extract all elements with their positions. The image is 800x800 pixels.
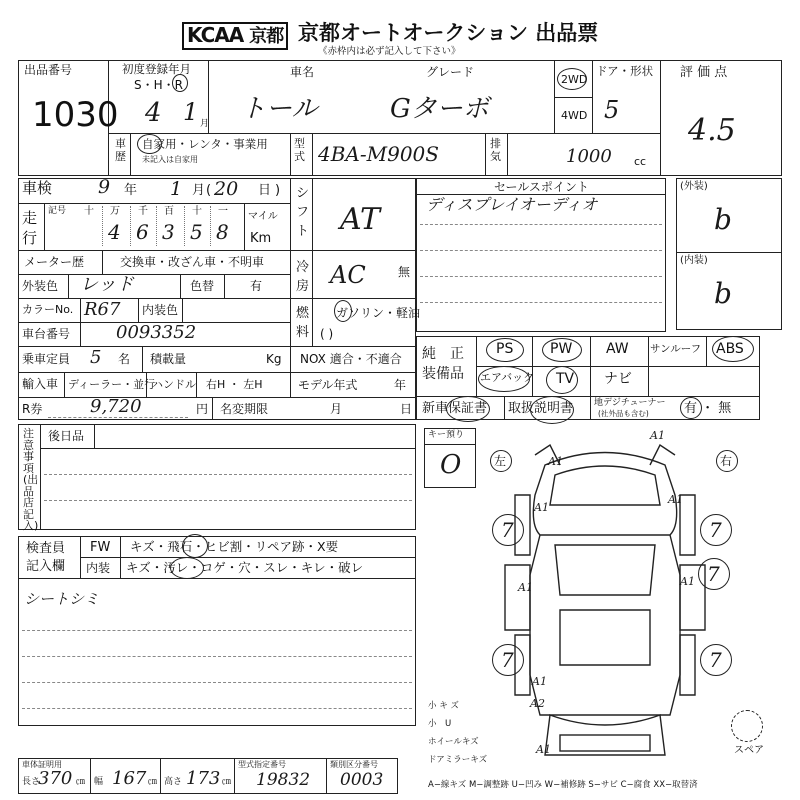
meter-options: 交換車・改ざん車・不明車 <box>120 255 265 269</box>
color-change-label: 色替 <box>190 279 215 293</box>
mileage-unit-5: 一 <box>218 206 228 217</box>
model-value: 4BA-M900S <box>318 142 439 166</box>
right-label: 右 <box>720 454 733 468</box>
fuel-options: ガソリン・軽油 <box>336 306 421 320</box>
lot-label: 出品番号 <box>24 63 73 77</box>
paren-close: ) <box>275 183 281 198</box>
meter-label: メーター歴 <box>24 255 85 269</box>
damage-mark-8: A1 <box>536 743 551 756</box>
mileage-sub: 記号 <box>48 206 67 216</box>
spare-label: スペア <box>734 745 764 756</box>
small-legend-item-3: ドアミラーキズ <box>428 755 488 765</box>
reg-label: 初度登録年月 <box>122 62 191 76</box>
sales-value: ディスプレイオーディオ <box>426 195 598 214</box>
capacity-value: 5 <box>90 347 102 368</box>
equipment-item-3: サンルーフ <box>650 343 702 355</box>
exterior-label: (外装) <box>680 181 708 192</box>
int-items: キズ・汚レ・コゲ・穴・スレ・キレ・破レ <box>126 560 364 575</box>
name-change-label: 名変期限 <box>220 402 269 416</box>
model-label: 型式 <box>294 137 305 163</box>
import-options: ディーラー・並行 <box>68 378 156 391</box>
hgt-value: 173 <box>186 768 221 789</box>
damage-mark-2: A1 <box>534 501 549 514</box>
mileage-unit-1: 万 <box>110 206 120 217</box>
int-color-label: 内装色 <box>142 303 179 317</box>
model-year-unit: 年 <box>394 378 407 392</box>
day-suffix: 日 <box>258 183 272 198</box>
chassis-label: 車台番号 <box>22 327 71 341</box>
grade-value: Gターボ <box>390 94 489 124</box>
small-legend-item-1: 小 U <box>428 719 452 729</box>
equipment-item-1: PW <box>550 341 573 357</box>
doc-manual: 取扱説明書 <box>508 401 574 416</box>
mileage-digit-3: 3 <box>162 220 175 244</box>
tire-grade-1: 7 <box>709 518 722 542</box>
len-value: 370 <box>38 768 73 789</box>
tuner-circle-mark <box>680 397 702 419</box>
dirt-circle-mark <box>170 557 204 579</box>
capacity-unit: 名 <box>118 352 131 366</box>
car-name-label: 車名 <box>290 65 315 79</box>
history-circle-mark <box>137 134 162 154</box>
car-damage-diagram <box>500 435 710 775</box>
equipment-item-7: ナビ <box>604 371 632 387</box>
name-change-day: 日 <box>400 402 413 416</box>
wid-cm: ㎝ <box>148 777 158 787</box>
class-label: 類別区分番号 <box>330 760 378 769</box>
shaken-year: 9 <box>98 176 111 198</box>
r-value: 9,720 <box>90 396 142 417</box>
shaken-day: 20 <box>214 178 239 200</box>
r-unit: 円 <box>196 402 209 416</box>
checker-label-2: 記入欄 <box>26 559 66 574</box>
tire-grade-4: 7 <box>709 648 722 672</box>
reg-month: 1 <box>183 98 199 126</box>
displacement-value: 1000 <box>566 146 612 167</box>
mileage-label: 走行 <box>22 209 38 247</box>
color-no-label: カラーNo. <box>22 303 74 316</box>
fuel-label: 燃料 <box>296 306 310 340</box>
drive-4wd: 4WD <box>561 109 588 122</box>
wid-value: 167 <box>112 768 147 789</box>
interior-grade: b <box>714 277 732 310</box>
color-no: R67 <box>84 299 121 320</box>
damage-mark-0: A1 <box>548 455 563 468</box>
color-change-value: 有 <box>250 279 263 293</box>
notes-side-label: 注意事項(出品店記入) <box>23 427 39 532</box>
equipment-item-0: PS <box>496 341 514 357</box>
shift-label: シフト <box>296 186 310 239</box>
tv-circle-mark <box>546 366 578 394</box>
year-suffix: 年 <box>124 183 138 198</box>
key-value: O <box>440 450 462 480</box>
stone-chip-circle-mark <box>182 534 208 558</box>
import-label: 輸入車 <box>22 377 59 391</box>
cc-unit: cc <box>634 155 647 168</box>
fuel-circle-mark <box>334 300 352 322</box>
shaken-month: 1 <box>170 178 183 200</box>
mileage-digit-2: 6 <box>136 220 149 244</box>
handle-options: 右H ・ 左H <box>206 378 263 391</box>
exterior-grade: b <box>714 203 732 236</box>
shift-value: AT <box>340 202 381 237</box>
len-cm: ㎝ <box>76 777 86 787</box>
month-suffix: 月 <box>192 183 206 198</box>
warranty-circle-mark <box>446 396 490 422</box>
equipment-item-2: AW <box>606 341 629 357</box>
paren-open: ( <box>206 183 212 198</box>
pw-circle-mark <box>542 338 582 362</box>
r-label: R券 <box>22 402 43 416</box>
fuel-paren: ( ) <box>320 327 334 341</box>
lot-number: 1030 <box>32 95 119 135</box>
capacity-label: 乗車定員 <box>22 352 71 366</box>
sales-label: セールスポイント <box>494 180 589 194</box>
equipment-label: 純 正 装備品 <box>422 346 464 382</box>
damage-legend: A−線キズ M−調整跡 U−凹み W−補修跡 S−サビ C−腐食 XX−取替済 <box>428 780 698 790</box>
left-label: 左 <box>494 454 507 468</box>
equipment-item-5: エアバック <box>480 371 535 384</box>
form-title: 京都オートオークション 出品票 <box>298 21 599 45</box>
model-year-label: モデル年式 <box>298 378 358 392</box>
ext-color-label: 外装色 <box>22 279 59 293</box>
ac-label: 冷房 <box>296 260 310 294</box>
hgt-label: 高さ <box>164 777 183 787</box>
km-unit: Km <box>250 231 272 246</box>
era-options: S・H・R <box>134 78 183 92</box>
ps-circle-mark <box>486 338 524 362</box>
manual-circle-mark <box>530 396 574 424</box>
damage-mark-4: A1 <box>518 581 533 594</box>
era-circle-mark <box>172 74 188 92</box>
reg-year: 4 <box>145 98 162 128</box>
ac-value: AC <box>330 261 366 289</box>
wid-label: 幅 <box>94 777 104 787</box>
model-no-label: 型式指定番号 <box>238 760 286 769</box>
tire-grade-3: 7 <box>501 648 514 672</box>
kcaa-logo: KCAA 京都 <box>182 22 288 50</box>
nox-label: NOX 適合・不適合 <box>300 352 402 366</box>
drive-circle-mark <box>557 68 587 90</box>
tuner-options: 有 ・ 無 <box>684 401 732 416</box>
equipment-item-6: TV <box>556 371 575 387</box>
mileage-digit-5: 8 <box>216 220 229 244</box>
load-unit: Kg <box>266 352 282 366</box>
interior-label: (内装) <box>680 255 708 266</box>
mile-unit: マイル <box>248 211 278 222</box>
hgt-cm: ㎝ <box>222 777 232 787</box>
mileage-unit-2: 千 <box>138 206 148 217</box>
fw-label: FW <box>90 540 111 555</box>
key-label: キー預り <box>428 430 465 440</box>
damage-mark-1: A1 <box>650 429 665 442</box>
len-label: 長さ <box>22 777 41 787</box>
history-note: 未記入は自家用 <box>142 155 198 164</box>
abs-circle-mark <box>712 336 754 362</box>
mileage-unit-3: 百 <box>164 206 174 217</box>
fw-items: キズ・飛石・ヒビ割・リペア跡・X要 <box>130 539 339 554</box>
tire-grade-0: 7 <box>501 518 514 542</box>
small-legend-item-2: ホイールキズ <box>428 737 479 747</box>
score-label: 評 価 点 <box>680 65 728 80</box>
model-no-value: 19832 <box>256 770 311 790</box>
shaken-label: 車検 <box>22 179 53 197</box>
mileage-unit-0: 十 <box>84 206 94 217</box>
displacement-label: 排気 <box>490 137 501 163</box>
size-label: 車体証明用 <box>22 760 62 769</box>
int-label: 内装 <box>86 561 111 575</box>
month-suffix: 月 <box>200 119 210 129</box>
form-note: 《赤枠内は必ず記入して下さい》 <box>318 46 461 57</box>
door-value: 5 <box>604 96 620 124</box>
damage-mark-5: A1 <box>680 575 695 588</box>
date-items-label: 後日品 <box>48 429 85 443</box>
chassis-value: 0093352 <box>116 322 197 343</box>
tuner-note: (社外品も含む) <box>598 409 649 418</box>
ext-color: レッド <box>80 274 134 295</box>
handle-label: ハンドル <box>152 378 196 391</box>
mileage-digit-4: 5 <box>190 220 203 244</box>
drive-2wd: 2WD <box>561 73 588 86</box>
car-name: トール <box>240 94 318 124</box>
damage-mark-6: A1 <box>532 675 547 688</box>
small-legend-item-0: 小 キ ズ <box>428 701 459 711</box>
ac-none: 無 <box>398 265 411 279</box>
history-options: 自家用・レンタ・事業用 <box>142 137 268 151</box>
checker-remark: シートシミ <box>24 590 100 608</box>
door-label: ドア・形状 <box>596 64 654 78</box>
spare-tire-circle <box>731 710 763 742</box>
load-label: 積載量 <box>150 352 187 366</box>
equipment-item-4: ABS <box>716 341 744 357</box>
damage-mark-3: A1 <box>668 493 683 506</box>
airbag-circle-mark <box>478 366 530 392</box>
class-value: 0003 <box>340 770 384 790</box>
history-label: 車歴 <box>115 137 126 163</box>
mileage-unit-4: 十 <box>192 206 202 217</box>
damage-mark-7: A2 <box>530 697 545 710</box>
tire-grade-2: 7 <box>707 562 720 586</box>
grade-label: グレード <box>426 65 475 79</box>
tuner-label: 地デジチューナー <box>594 398 666 408</box>
mileage-digit-1: 4 <box>108 220 121 244</box>
checker-label-1: 検査員 <box>26 541 66 556</box>
name-change-month: 月 <box>330 402 343 416</box>
score-value: 4.5 <box>688 113 736 148</box>
doc-warranty: 新車保証書 <box>422 401 488 416</box>
